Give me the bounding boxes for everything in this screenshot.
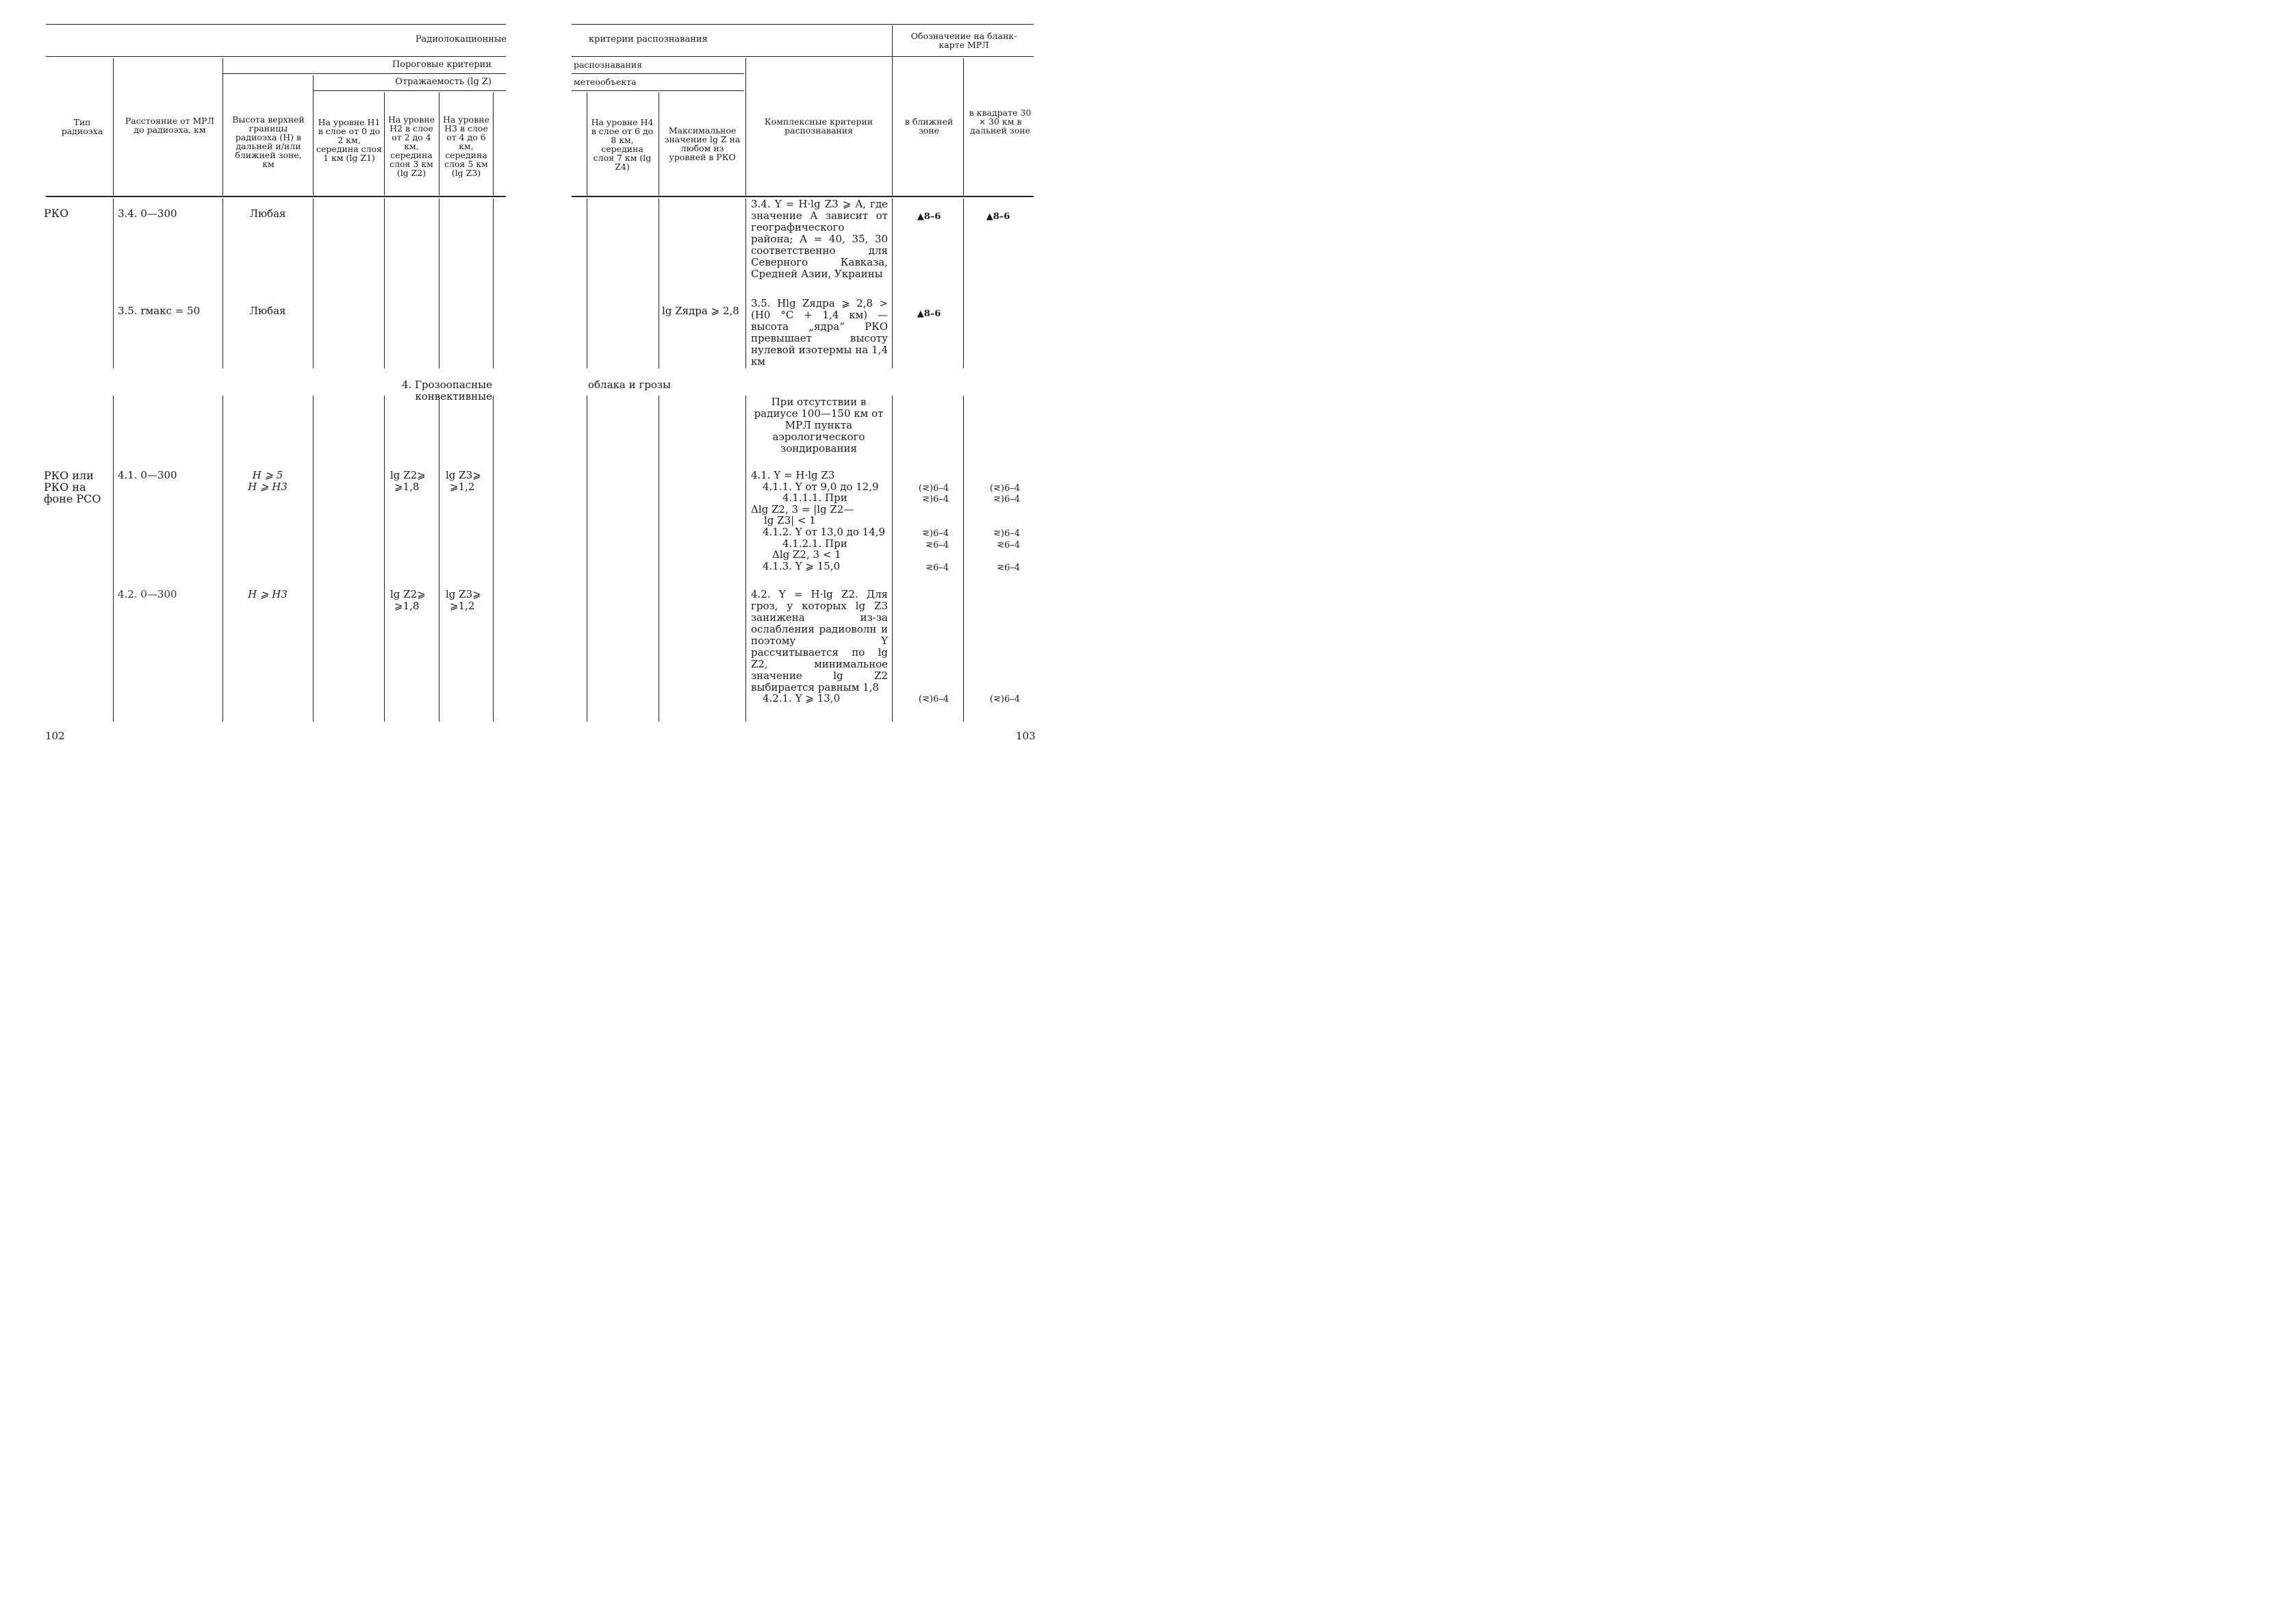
row-type: РКО или: [44, 469, 94, 482]
col-line: [963, 199, 964, 368]
col-line: [313, 199, 314, 368]
col-line: [113, 199, 114, 368]
criteria-line: 4.1.3. Y ⩾ 15,0: [763, 560, 841, 572]
row-height: H ⩾ 5: [252, 469, 283, 481]
near-zone-symbol: ⋜)6–4: [921, 529, 949, 539]
row-type: фоне РСО: [44, 492, 101, 505]
row-height: H ⩾ H3: [248, 588, 288, 600]
col-line: [222, 199, 223, 368]
designation-header: Обозначение на бланк-карте МРЛ: [910, 31, 1017, 50]
z2-threshold: ⩾1,8: [394, 600, 420, 612]
row-criteria: 4.2. Y = H·lg Z2. Для гроз, у которых lg Z3 занижена из-за ослабления радиоволн и поэтому Y рассчитывается по lg Z2, минимальное значение lg Z2 выбирается равным 1,8: [751, 588, 888, 693]
col-line: [493, 396, 494, 722]
col-line: [892, 25, 893, 195]
rule: [223, 73, 506, 74]
col-line: [745, 199, 746, 368]
col-line: [963, 396, 964, 722]
rule: [572, 24, 1034, 25]
threshold-title: Пороговые критерии: [392, 60, 492, 70]
col-header-h3: На уровне H3 в слое от 4 до 6 км, середина слоя 5 км (lg Z3): [443, 114, 489, 178]
col-line: [384, 199, 385, 368]
z2-threshold: lg Z2⩾: [390, 588, 426, 600]
rule: [572, 90, 744, 91]
header-title-left: Радиолокационные: [415, 34, 507, 44]
col-header-h4: На уровне H4 в слое от 6 до 8 км, середина слоя 7 км (lg Z4): [591, 117, 654, 172]
header-title-right: критерии распознавания: [589, 34, 708, 44]
rule: [572, 196, 1034, 197]
col-header-square: в квадрате 30 × 30 км в дальней зоне: [969, 107, 1032, 136]
col-header-complex: Комплексные критерии распознавания: [764, 116, 873, 136]
near-zone-symbol: (⋜)6–4: [918, 483, 949, 494]
near-zone-symbol: ⋜6–4: [926, 563, 949, 573]
far-zone-symbol: (⋜)6–4: [989, 483, 1020, 494]
col-line: [113, 396, 114, 722]
col-line: [222, 396, 223, 722]
col-line: [313, 396, 314, 722]
rule: [46, 196, 506, 197]
row-distance: 4.1. 0—300: [118, 469, 177, 481]
z3-threshold: ⩾1,2: [450, 600, 475, 612]
rule: [313, 90, 506, 91]
criteria-line: 4.2.1. Y ⩾ 13,0: [763, 692, 841, 704]
row-type: РКО на: [44, 481, 86, 494]
col-header-h2: На уровне H2 в слое от 2 до 4 км, середина слоя 3 км (lg Z2): [388, 114, 435, 178]
row-distance: 3.4. 0—300: [118, 207, 177, 220]
col-line: [113, 58, 114, 195]
row-distance: 4.2. 0—300: [118, 588, 177, 600]
col-header-max: Максимальное значение lg Z на любом из уровней в РКО: [664, 125, 741, 162]
reflectivity-title: Отражаемость (lg Z): [395, 77, 492, 87]
col-line: [892, 396, 893, 722]
row-intro: При отсутствии в радиусе 100—150 км от МРЛ пункта аэрологического зондирования: [754, 396, 884, 455]
col-line: [384, 92, 385, 195]
section-title-left: 4. Грозоопасные конвективные: [401, 379, 492, 403]
col-header-height: Высота верхней границы радиоэха (H) в дальней и/или ближней зоне, км: [232, 114, 305, 169]
page-number-left: 102: [45, 730, 65, 742]
far-zone-symbol: ▲8–6: [986, 212, 1010, 222]
criteria-line: 4.1.2. Y от 13,0 до 14,9: [763, 526, 886, 538]
meteo-object-label: метеообъекта: [574, 77, 637, 87]
near-zone-symbol: ⋜6–4: [926, 540, 949, 550]
col-line: [963, 58, 964, 195]
z3-threshold: lg Z3⩾: [446, 588, 481, 600]
row-height: Любая: [249, 207, 286, 220]
near-zone-symbol: ⋜)6–4: [921, 494, 949, 505]
col-line: [493, 92, 494, 195]
row-type: РКО: [44, 207, 69, 220]
col-line: [745, 58, 746, 195]
rule: [572, 56, 1034, 57]
near-zone-symbol: ▲8–6: [917, 212, 941, 222]
rule: [46, 56, 506, 57]
col-line: [384, 396, 385, 722]
criteria-line: lg Z3| < 1: [764, 514, 816, 526]
col-line: [313, 75, 314, 195]
col-header-type: Тип радиоэха: [61, 117, 103, 136]
rule: [46, 24, 506, 25]
col-line: [892, 199, 893, 368]
row-max-value: lg Zядра ⩾ 2,8: [662, 305, 739, 317]
far-zone-symbol: ⋜)6–4: [993, 494, 1020, 505]
z3-threshold: ⩾1,2: [450, 481, 475, 493]
rule: [572, 73, 744, 74]
row-height: Любая: [249, 305, 286, 317]
col-line: [745, 396, 746, 722]
near-zone-symbol: ▲8–6: [917, 309, 941, 319]
page-number-right: 103: [1016, 730, 1036, 742]
col-header-distance: Расстояние от МРЛ до радиоэха, км: [125, 116, 215, 135]
near-zone-symbol: (⋜)6–4: [918, 694, 949, 704]
row-criteria: 3.4. Y = H·lg Z3 ⩾ A, где значение A зависит от географического района; A = 40, 35, 30 соответственно для Северного Кавказа, Средней Азии, Украины: [751, 198, 888, 280]
row-criteria: 3.5. Hlg Zядра ⩾ 2,8 > (H0 °C + 1,4 км) — высота „ядра“ РКО превышает высоту нулевой изотермы на 1,4 км: [751, 297, 888, 368]
col-header-near: в ближней зоне: [904, 116, 954, 136]
far-zone-symbol: ⋜)6–4: [993, 529, 1020, 539]
far-zone-symbol: ⋜6–4: [997, 540, 1020, 550]
far-zone-symbol: (⋜)6–4: [989, 694, 1020, 704]
row-height: H ⩾ H3: [248, 481, 288, 493]
z2-threshold: lg Z2⩾: [390, 469, 426, 481]
col-line: [222, 58, 223, 195]
recognition-label: распознавания: [574, 60, 642, 70]
z3-threshold: lg Z3⩾: [446, 469, 481, 481]
criteria-line: 4.1.2.1. При: [782, 537, 847, 550]
col-line: [493, 199, 494, 368]
far-zone-symbol: ⋜6–4: [997, 563, 1020, 573]
criteria-line: Δlg Z2, 3 < 1: [772, 548, 841, 561]
section-title-right: облака и грозы: [588, 379, 671, 391]
criteria-line: 4.1. Y = H·lg Z3: [751, 469, 835, 481]
row-distance: 3.5. rмакс = 50: [118, 305, 201, 317]
col-header-h1: На уровне H1 в слое от 0 до 2 км, середина слоя 1 км (lg Z1): [316, 117, 382, 163]
criteria-line: Δlg Z2, 3 = |lg Z2—: [751, 503, 854, 515]
criteria-line: 4.1.1. Y от 9,0 до 12,9: [763, 481, 879, 493]
criteria-line: 4.1.1.1. При: [782, 492, 847, 504]
z2-threshold: ⩾1,8: [394, 481, 420, 493]
